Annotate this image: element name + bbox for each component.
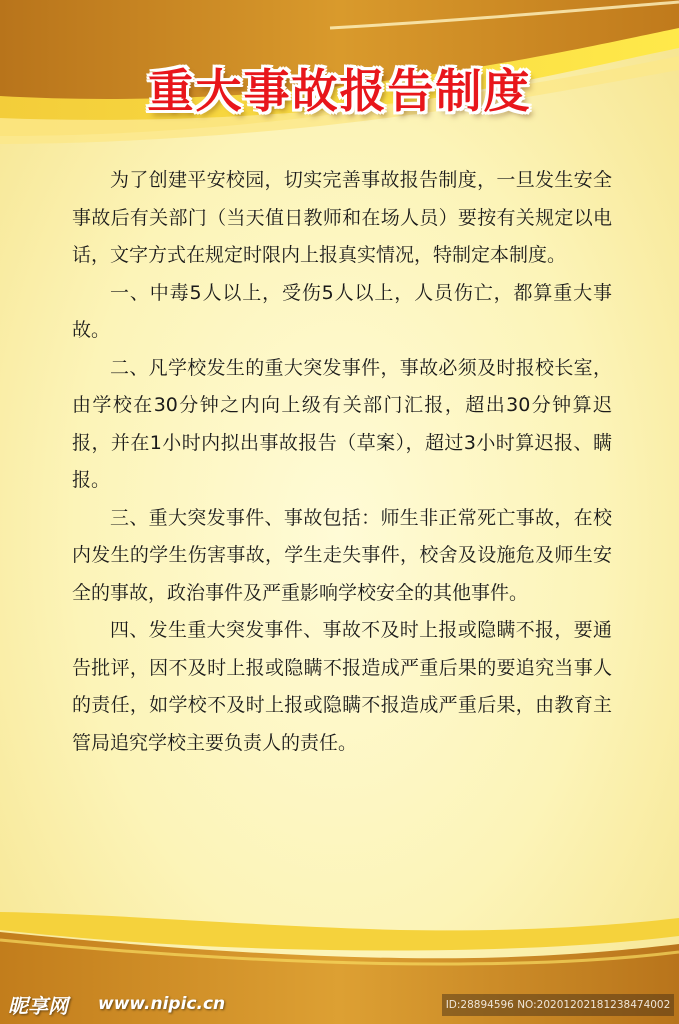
watermark-url: www.nipic.cn	[98, 994, 226, 1014]
clause-2-paragraph: 二、凡学校发生的重大突发事件，事故必须及时报校长室，由学校在30分钟之内向上级有关部门汇报，超出30分钟算迟报，并在1小时内拟出事故报告（草案），超过3小时算迟报、瞒报。	[72, 356, 612, 491]
clause-1-paragraph: 一、中毒5人以上，受伤5人以上，人员伤亡，都算重大事故。	[72, 281, 612, 341]
watermark-id: ID:28894596 NO:20201202181238474002	[442, 994, 674, 1016]
page-title: 重大事故报告制度	[147, 64, 532, 118]
intro-paragraph: 为了创建平安校园，切实完善事故报告制度，一旦发生安全事故后有关部门（当天值日教师和在场人员）要按有关规定以电话，文字方式在规定时限内上报真实情况，特制定本制度。	[72, 169, 612, 266]
clause-3-paragraph: 三、重大突发事件、事故包括：师生非正常死亡事故，在校内发生的学生伤害事故，学生走失事件，校舍及设施危及师生安全的事故，政治事件及严重影响学校安全的其他事件。	[72, 506, 612, 604]
watermark-logo: 昵享网	[8, 994, 68, 1018]
regulation-body	[72, 162, 612, 762]
clause-4-paragraph: 四、发生重大突发事件、事故不及时上报或隐瞒不报，要通告批评，因不及时上报或隐瞒不报造成严重后果的要追究当事人的责任，如学校不及时上报或隐瞒不报造成严重后果，由教育主管局追究学校主要负责人的责任。	[72, 619, 612, 754]
